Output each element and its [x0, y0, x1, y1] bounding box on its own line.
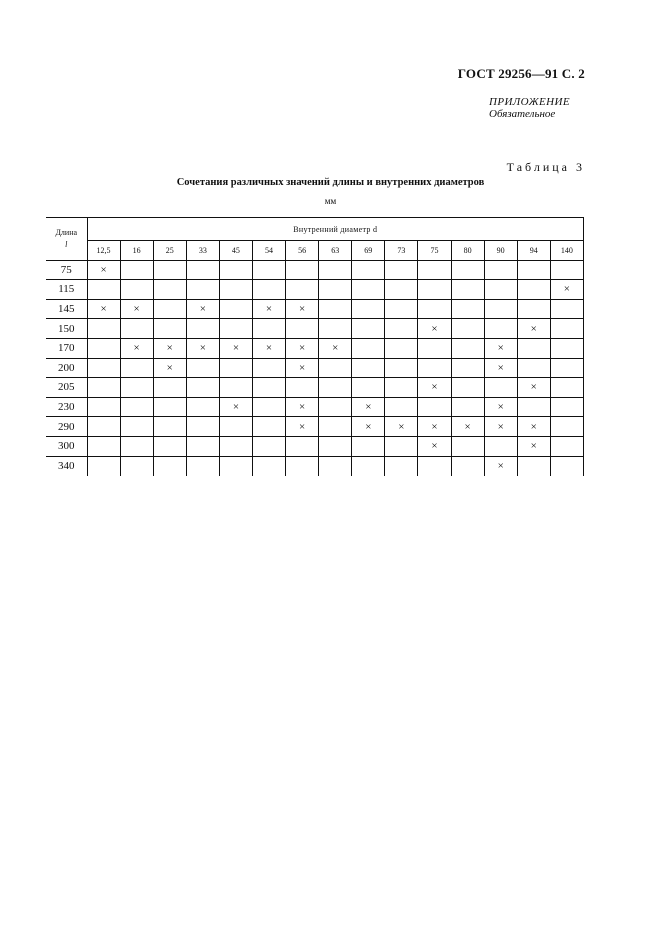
empty-cell	[517, 456, 550, 476]
length-cell: 300	[46, 436, 87, 456]
empty-cell	[385, 358, 418, 378]
empty-cell	[550, 338, 583, 358]
empty-cell	[385, 260, 418, 280]
empty-cell	[550, 299, 583, 319]
empty-cell	[120, 436, 153, 456]
length-cell: 145	[46, 299, 87, 319]
empty-cell	[352, 280, 385, 300]
empty-cell	[451, 456, 484, 476]
diameter-header-cell: 75	[418, 241, 451, 261]
combination-mark: ×	[286, 299, 319, 319]
length-cell: 75	[46, 260, 87, 280]
empty-cell	[153, 397, 186, 417]
combination-mark: ×	[517, 417, 550, 437]
empty-cell	[219, 417, 252, 437]
empty-cell	[352, 456, 385, 476]
empty-cell	[252, 319, 285, 339]
combination-mark: ×	[352, 417, 385, 437]
empty-cell	[550, 397, 583, 417]
length-cell: 340	[46, 456, 87, 476]
empty-cell	[286, 280, 319, 300]
combination-mark: ×	[352, 397, 385, 417]
empty-cell	[451, 436, 484, 456]
empty-cell	[451, 280, 484, 300]
table-number: Таблица 3	[506, 160, 585, 174]
empty-cell	[352, 358, 385, 378]
diameter-header-cell: 94	[517, 241, 550, 261]
diameter-group-header: Внутренний диаметр d	[87, 218, 584, 241]
empty-cell	[352, 299, 385, 319]
empty-cell	[451, 260, 484, 280]
empty-cell	[352, 338, 385, 358]
empty-cell	[418, 299, 451, 319]
empty-cell	[219, 280, 252, 300]
combination-mark: ×	[286, 397, 319, 417]
empty-cell	[484, 280, 517, 300]
empty-cell	[186, 260, 219, 280]
diameter-header-cell: 33	[186, 241, 219, 261]
diameter-header-row	[46, 241, 584, 261]
empty-cell	[451, 338, 484, 358]
combination-mark: ×	[286, 417, 319, 437]
empty-cell	[319, 358, 352, 378]
empty-cell	[153, 280, 186, 300]
empty-cell	[319, 260, 352, 280]
diameter-header-cell: 45	[219, 241, 252, 261]
empty-cell	[517, 280, 550, 300]
empty-cell	[319, 436, 352, 456]
length-cell: 150	[46, 319, 87, 339]
combination-mark: ×	[186, 338, 219, 358]
diameter-header-cell: 56	[286, 241, 319, 261]
combination-mark: ×	[219, 397, 252, 417]
combination-mark: ×	[153, 338, 186, 358]
diameter-header-cell: 54	[252, 241, 285, 261]
table-row	[46, 358, 584, 378]
empty-cell	[385, 378, 418, 398]
combination-mark: ×	[418, 417, 451, 437]
empty-cell	[153, 260, 186, 280]
combination-mark: ×	[451, 417, 484, 437]
empty-cell	[219, 378, 252, 398]
empty-cell	[418, 456, 451, 476]
table-row	[46, 378, 584, 398]
diameter-header-cell: 16	[120, 241, 153, 261]
diameter-header-cell: 63	[319, 241, 352, 261]
empty-cell	[451, 319, 484, 339]
empty-cell	[286, 260, 319, 280]
combination-mark: ×	[385, 417, 418, 437]
combination-mark: ×	[120, 299, 153, 319]
empty-cell	[319, 378, 352, 398]
empty-cell	[385, 456, 418, 476]
empty-cell	[153, 456, 186, 476]
length-cell: 115	[46, 280, 87, 300]
empty-cell	[550, 436, 583, 456]
length-cell: 200	[46, 358, 87, 378]
empty-cell	[385, 338, 418, 358]
empty-cell	[87, 378, 120, 398]
combination-mark: ×	[252, 299, 285, 319]
combination-mark: ×	[186, 299, 219, 319]
table-row	[46, 299, 584, 319]
empty-cell	[120, 417, 153, 437]
combination-mark: ×	[286, 358, 319, 378]
empty-cell	[550, 456, 583, 476]
appendix-label	[489, 96, 570, 120]
empty-cell	[286, 378, 319, 398]
appendix-title: ПРИЛОЖЕНИЕ	[489, 96, 570, 108]
length-header-symbol: l	[65, 239, 68, 249]
appendix-status: Обязательное	[489, 108, 556, 120]
length-cell: 230	[46, 397, 87, 417]
empty-cell	[87, 358, 120, 378]
empty-cell	[252, 417, 285, 437]
empty-cell	[219, 436, 252, 456]
empty-cell	[87, 456, 120, 476]
empty-cell	[517, 338, 550, 358]
length-cell: 205	[46, 378, 87, 398]
empty-cell	[286, 319, 319, 339]
empty-cell	[484, 260, 517, 280]
combination-mark: ×	[252, 338, 285, 358]
combination-mark: ×	[517, 378, 550, 398]
empty-cell	[219, 319, 252, 339]
empty-cell	[252, 260, 285, 280]
table-unit: мм	[324, 196, 337, 206]
combination-mark: ×	[418, 436, 451, 456]
empty-cell	[186, 319, 219, 339]
empty-cell	[252, 358, 285, 378]
empty-cell	[186, 358, 219, 378]
empty-cell	[252, 397, 285, 417]
combination-mark: ×	[484, 456, 517, 476]
empty-cell	[484, 436, 517, 456]
empty-cell	[385, 436, 418, 456]
empty-cell	[87, 319, 120, 339]
diameter-header-cell: 140	[550, 241, 583, 261]
table-row	[46, 456, 584, 476]
empty-cell	[219, 456, 252, 476]
combination-mark: ×	[153, 358, 186, 378]
combination-mark: ×	[550, 280, 583, 300]
empty-cell	[550, 417, 583, 437]
empty-cell	[252, 436, 285, 456]
combination-mark: ×	[517, 319, 550, 339]
empty-cell	[120, 358, 153, 378]
empty-cell	[186, 417, 219, 437]
empty-cell	[385, 397, 418, 417]
length-diameter-table	[46, 217, 584, 476]
empty-cell	[153, 417, 186, 437]
empty-cell	[451, 378, 484, 398]
empty-cell	[286, 456, 319, 476]
combination-mark: ×	[418, 378, 451, 398]
empty-cell	[120, 280, 153, 300]
empty-cell	[550, 319, 583, 339]
document-header: ГОСТ 29256—91 С. 2	[457, 66, 585, 81]
diameter-header-cell: 80	[451, 241, 484, 261]
empty-cell	[219, 260, 252, 280]
table-row	[46, 280, 584, 300]
empty-cell	[418, 397, 451, 417]
empty-cell	[352, 436, 385, 456]
combination-mark: ×	[484, 338, 517, 358]
combination-mark: ×	[484, 358, 517, 378]
empty-cell	[517, 397, 550, 417]
length-column-header	[46, 218, 87, 261]
length-cell: 290	[46, 417, 87, 437]
combination-mark: ×	[484, 417, 517, 437]
diameter-header-cell: 90	[484, 241, 517, 261]
diameter-header-cell: 73	[385, 241, 418, 261]
length-cell: 170	[46, 338, 87, 358]
empty-cell	[352, 260, 385, 280]
empty-cell	[219, 299, 252, 319]
table-row	[46, 319, 584, 339]
empty-cell	[120, 260, 153, 280]
empty-cell	[87, 338, 120, 358]
empty-cell	[252, 378, 285, 398]
table-row	[46, 397, 584, 417]
diameter-header-cell: 25	[153, 241, 186, 261]
length-header-label: Длина	[55, 227, 78, 237]
combination-mark: ×	[219, 338, 252, 358]
empty-cell	[87, 436, 120, 456]
empty-cell	[319, 397, 352, 417]
empty-cell	[286, 436, 319, 456]
empty-cell	[418, 358, 451, 378]
empty-cell	[352, 378, 385, 398]
empty-cell	[186, 397, 219, 417]
empty-cell	[319, 280, 352, 300]
empty-cell	[451, 299, 484, 319]
empty-cell	[153, 436, 186, 456]
combination-mark: ×	[418, 319, 451, 339]
table-body	[46, 260, 584, 476]
empty-cell	[120, 456, 153, 476]
empty-cell	[319, 299, 352, 319]
empty-cell	[517, 299, 550, 319]
table-row	[46, 338, 584, 358]
empty-cell	[319, 456, 352, 476]
empty-cell	[385, 280, 418, 300]
empty-cell	[87, 417, 120, 437]
empty-cell	[186, 436, 219, 456]
empty-cell	[484, 299, 517, 319]
combination-mark: ×	[120, 338, 153, 358]
empty-cell	[219, 358, 252, 378]
empty-cell	[252, 280, 285, 300]
empty-cell	[451, 397, 484, 417]
empty-cell	[451, 358, 484, 378]
diameter-header-cell: 12,5	[87, 241, 120, 261]
empty-cell	[352, 319, 385, 339]
empty-cell	[517, 260, 550, 280]
table-title: Сочетания различных значений длины и внутренних диаметров	[176, 177, 485, 188]
empty-cell	[484, 378, 517, 398]
empty-cell	[550, 378, 583, 398]
combination-mark: ×	[286, 338, 319, 358]
empty-cell	[186, 456, 219, 476]
empty-cell	[418, 280, 451, 300]
empty-cell	[153, 378, 186, 398]
combination-mark: ×	[319, 338, 352, 358]
empty-cell	[153, 299, 186, 319]
empty-cell	[319, 319, 352, 339]
empty-cell	[153, 319, 186, 339]
empty-cell	[87, 280, 120, 300]
combination-mark: ×	[517, 436, 550, 456]
empty-cell	[550, 358, 583, 378]
empty-cell	[385, 299, 418, 319]
empty-cell	[120, 378, 153, 398]
combination-mark: ×	[87, 260, 120, 280]
empty-cell	[550, 260, 583, 280]
empty-cell	[418, 338, 451, 358]
empty-cell	[120, 397, 153, 417]
empty-cell	[319, 417, 352, 437]
combination-mark: ×	[87, 299, 120, 319]
empty-cell	[120, 319, 153, 339]
table-row	[46, 260, 584, 280]
empty-cell	[418, 260, 451, 280]
empty-cell	[87, 397, 120, 417]
empty-cell	[252, 456, 285, 476]
empty-cell	[186, 280, 219, 300]
table-row	[46, 436, 584, 456]
empty-cell	[517, 358, 550, 378]
empty-cell	[186, 378, 219, 398]
empty-cell	[484, 319, 517, 339]
combination-mark: ×	[484, 397, 517, 417]
diameter-header-cell: 69	[352, 241, 385, 261]
empty-cell	[385, 319, 418, 339]
table-row	[46, 417, 584, 437]
